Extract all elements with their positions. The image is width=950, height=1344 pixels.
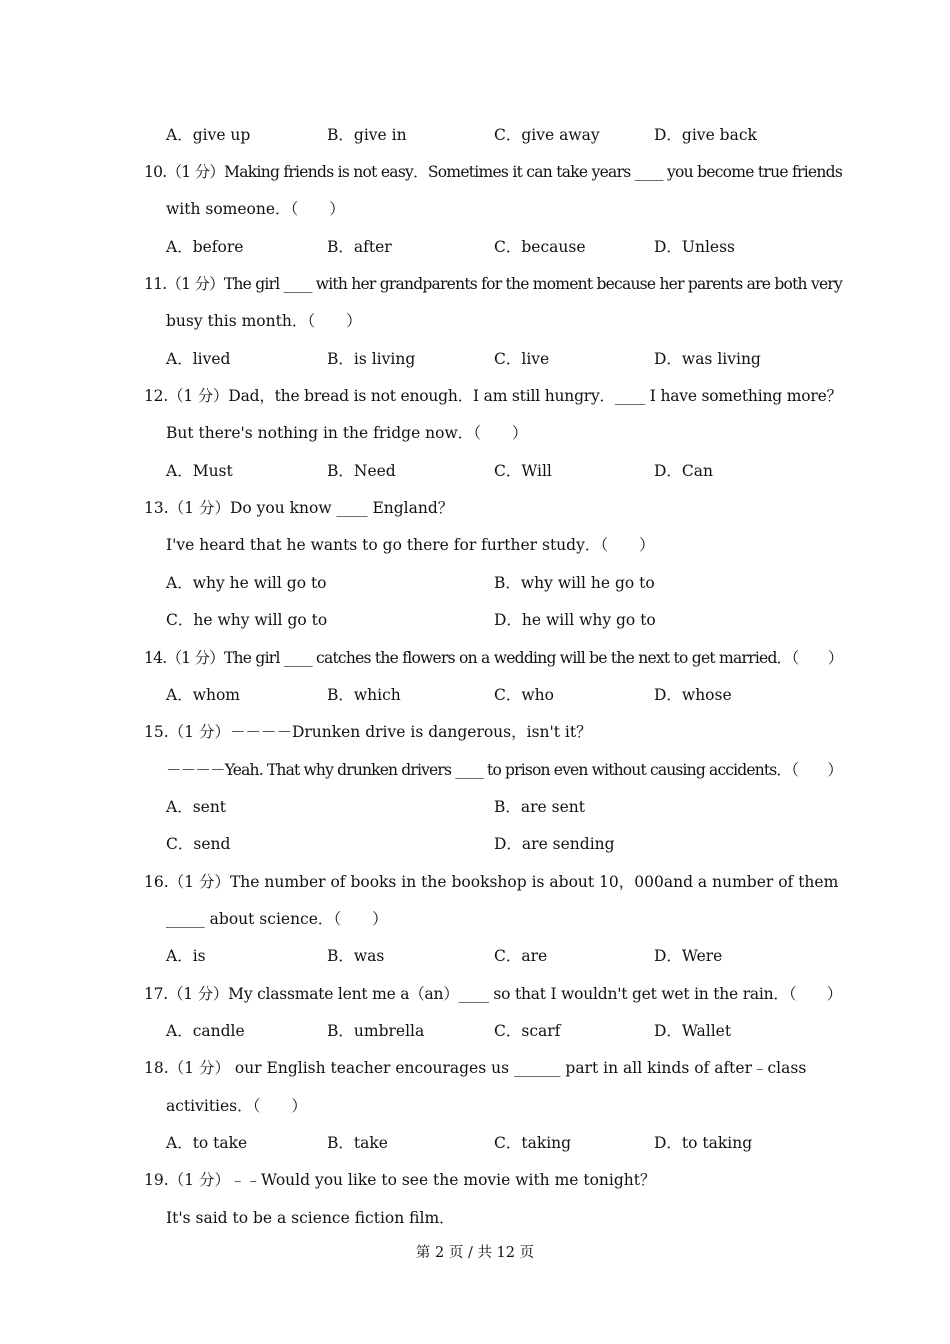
q9-option-c: C．give away (494, 126, 600, 144)
q14-option-b: B．which (327, 686, 401, 704)
q12-stem: 12.（1 分）Dad，the bread is not enough．I am still hungry．____ I have something more？ (144, 387, 842, 405)
q12-stem-cont: But there's nothing in the fridge now．（ ） (166, 424, 528, 442)
q13-option-c: C．he why will go to (166, 611, 328, 629)
q16-option-a: A．is (166, 947, 206, 965)
q9-option-b: B．give in (327, 126, 407, 144)
q9-option-d: D．give back (654, 126, 757, 144)
q15-stem-cont: －－－－Yeah. That why drunken drivers ____ to prison even without causing accidents．（ ） (166, 761, 843, 779)
q15-option-c: C．send (166, 835, 231, 853)
q10-stem: 10.（1 分）Making friends is not easy．Sometimes it can take years ____ you become true friends (144, 163, 843, 181)
q10-stem-cont: with someone．（ ） (166, 200, 345, 218)
q16-option-c: C．are (494, 947, 548, 965)
q16-stem: 16.（1 分）The number of books in the bookshop is about 10，000and a number of them (144, 873, 839, 891)
q15-stem: 15.（1 分）－－－－Drunken drive is dangerous，isn't it？ (144, 723, 592, 741)
q15-option-d: D．are sending (494, 835, 615, 853)
q18-option-a: A．to take (166, 1134, 248, 1152)
q12-option-d: D．Can (654, 462, 714, 480)
q10-option-a: A．before (166, 238, 244, 256)
q12-option-a: A．Must (166, 462, 233, 480)
q18-option-c: C．taking (494, 1134, 572, 1152)
q16-option-b: B．was (327, 947, 385, 965)
q13-stem-cont: I've heard that he wants to go there for further study．（ ） (166, 536, 655, 554)
q10-option-c: C．because (494, 238, 586, 256)
q18-option-d: D．to taking (654, 1134, 753, 1152)
q11-option-c: C．live (494, 350, 550, 368)
q14-option-d: D．whose (654, 686, 732, 704)
page-number: 第 2 页 / 共 12 页 (415, 1245, 535, 1261)
q12-option-b: B．Need (327, 462, 396, 480)
q10-option-b: B．after (327, 238, 392, 256)
q12-option-c: C．Will (494, 462, 552, 480)
q11-stem: 11.（1 分）The girl ____ with her grandparents for the moment because her parents are both very (144, 275, 842, 293)
q11-option-a: A．lived (166, 350, 231, 368)
q17-option-a: A．candle (166, 1022, 245, 1040)
q15-option-b: B．are sent (494, 798, 585, 816)
q19-stem-cont: It's said to be a science fiction film． (166, 1209, 455, 1227)
q18-stem-cont: activities．（ ） (166, 1097, 307, 1115)
q17-option-b: B．umbrella (327, 1022, 425, 1040)
q11-option-b: B．is living (327, 350, 416, 368)
q13-option-b: B．why will he go to (494, 574, 655, 592)
q9-option-a: A．give up (166, 126, 251, 144)
q19-stem: 19.（1 分）﹣﹣Would you like to see the movie with me tonight？ (144, 1171, 656, 1189)
q13-option-a: A．why he will go to (166, 574, 327, 592)
q18-stem: 18.（1 分） our English teacher encourages us ______ part in all kinds of after﹣class (144, 1059, 807, 1077)
q16-stem-cont: _____ about science．（ ） (166, 910, 388, 928)
q13-stem: 13.（1 分）Do you know ____ England？ (144, 499, 454, 517)
q17-option-c: C．scarf (494, 1022, 561, 1040)
q16-option-d: D．Were (654, 947, 723, 965)
q13-option-d: D．he will why go to (494, 611, 656, 629)
q10-option-d: D．Unless (654, 238, 736, 256)
q11-stem-cont: busy this month．（ ） (166, 312, 362, 330)
q15-option-a: A．sent (166, 798, 227, 816)
q17-stem: 17.（1 分）My classmate lent me a（an）____ so that I wouldn't get wet in the rain．（ ） (144, 985, 843, 1003)
q11-option-d: D．was living (654, 350, 761, 368)
q14-stem: 14.（1 分）The girl ____ catches the flowers on a wedding will be the next to get married．（ ） (144, 649, 843, 667)
q18-option-b: B．take (327, 1134, 388, 1152)
q17-option-d: D．Wallet (654, 1022, 732, 1040)
q14-option-a: A．whom (166, 686, 240, 704)
q14-option-c: C．who (494, 686, 554, 704)
